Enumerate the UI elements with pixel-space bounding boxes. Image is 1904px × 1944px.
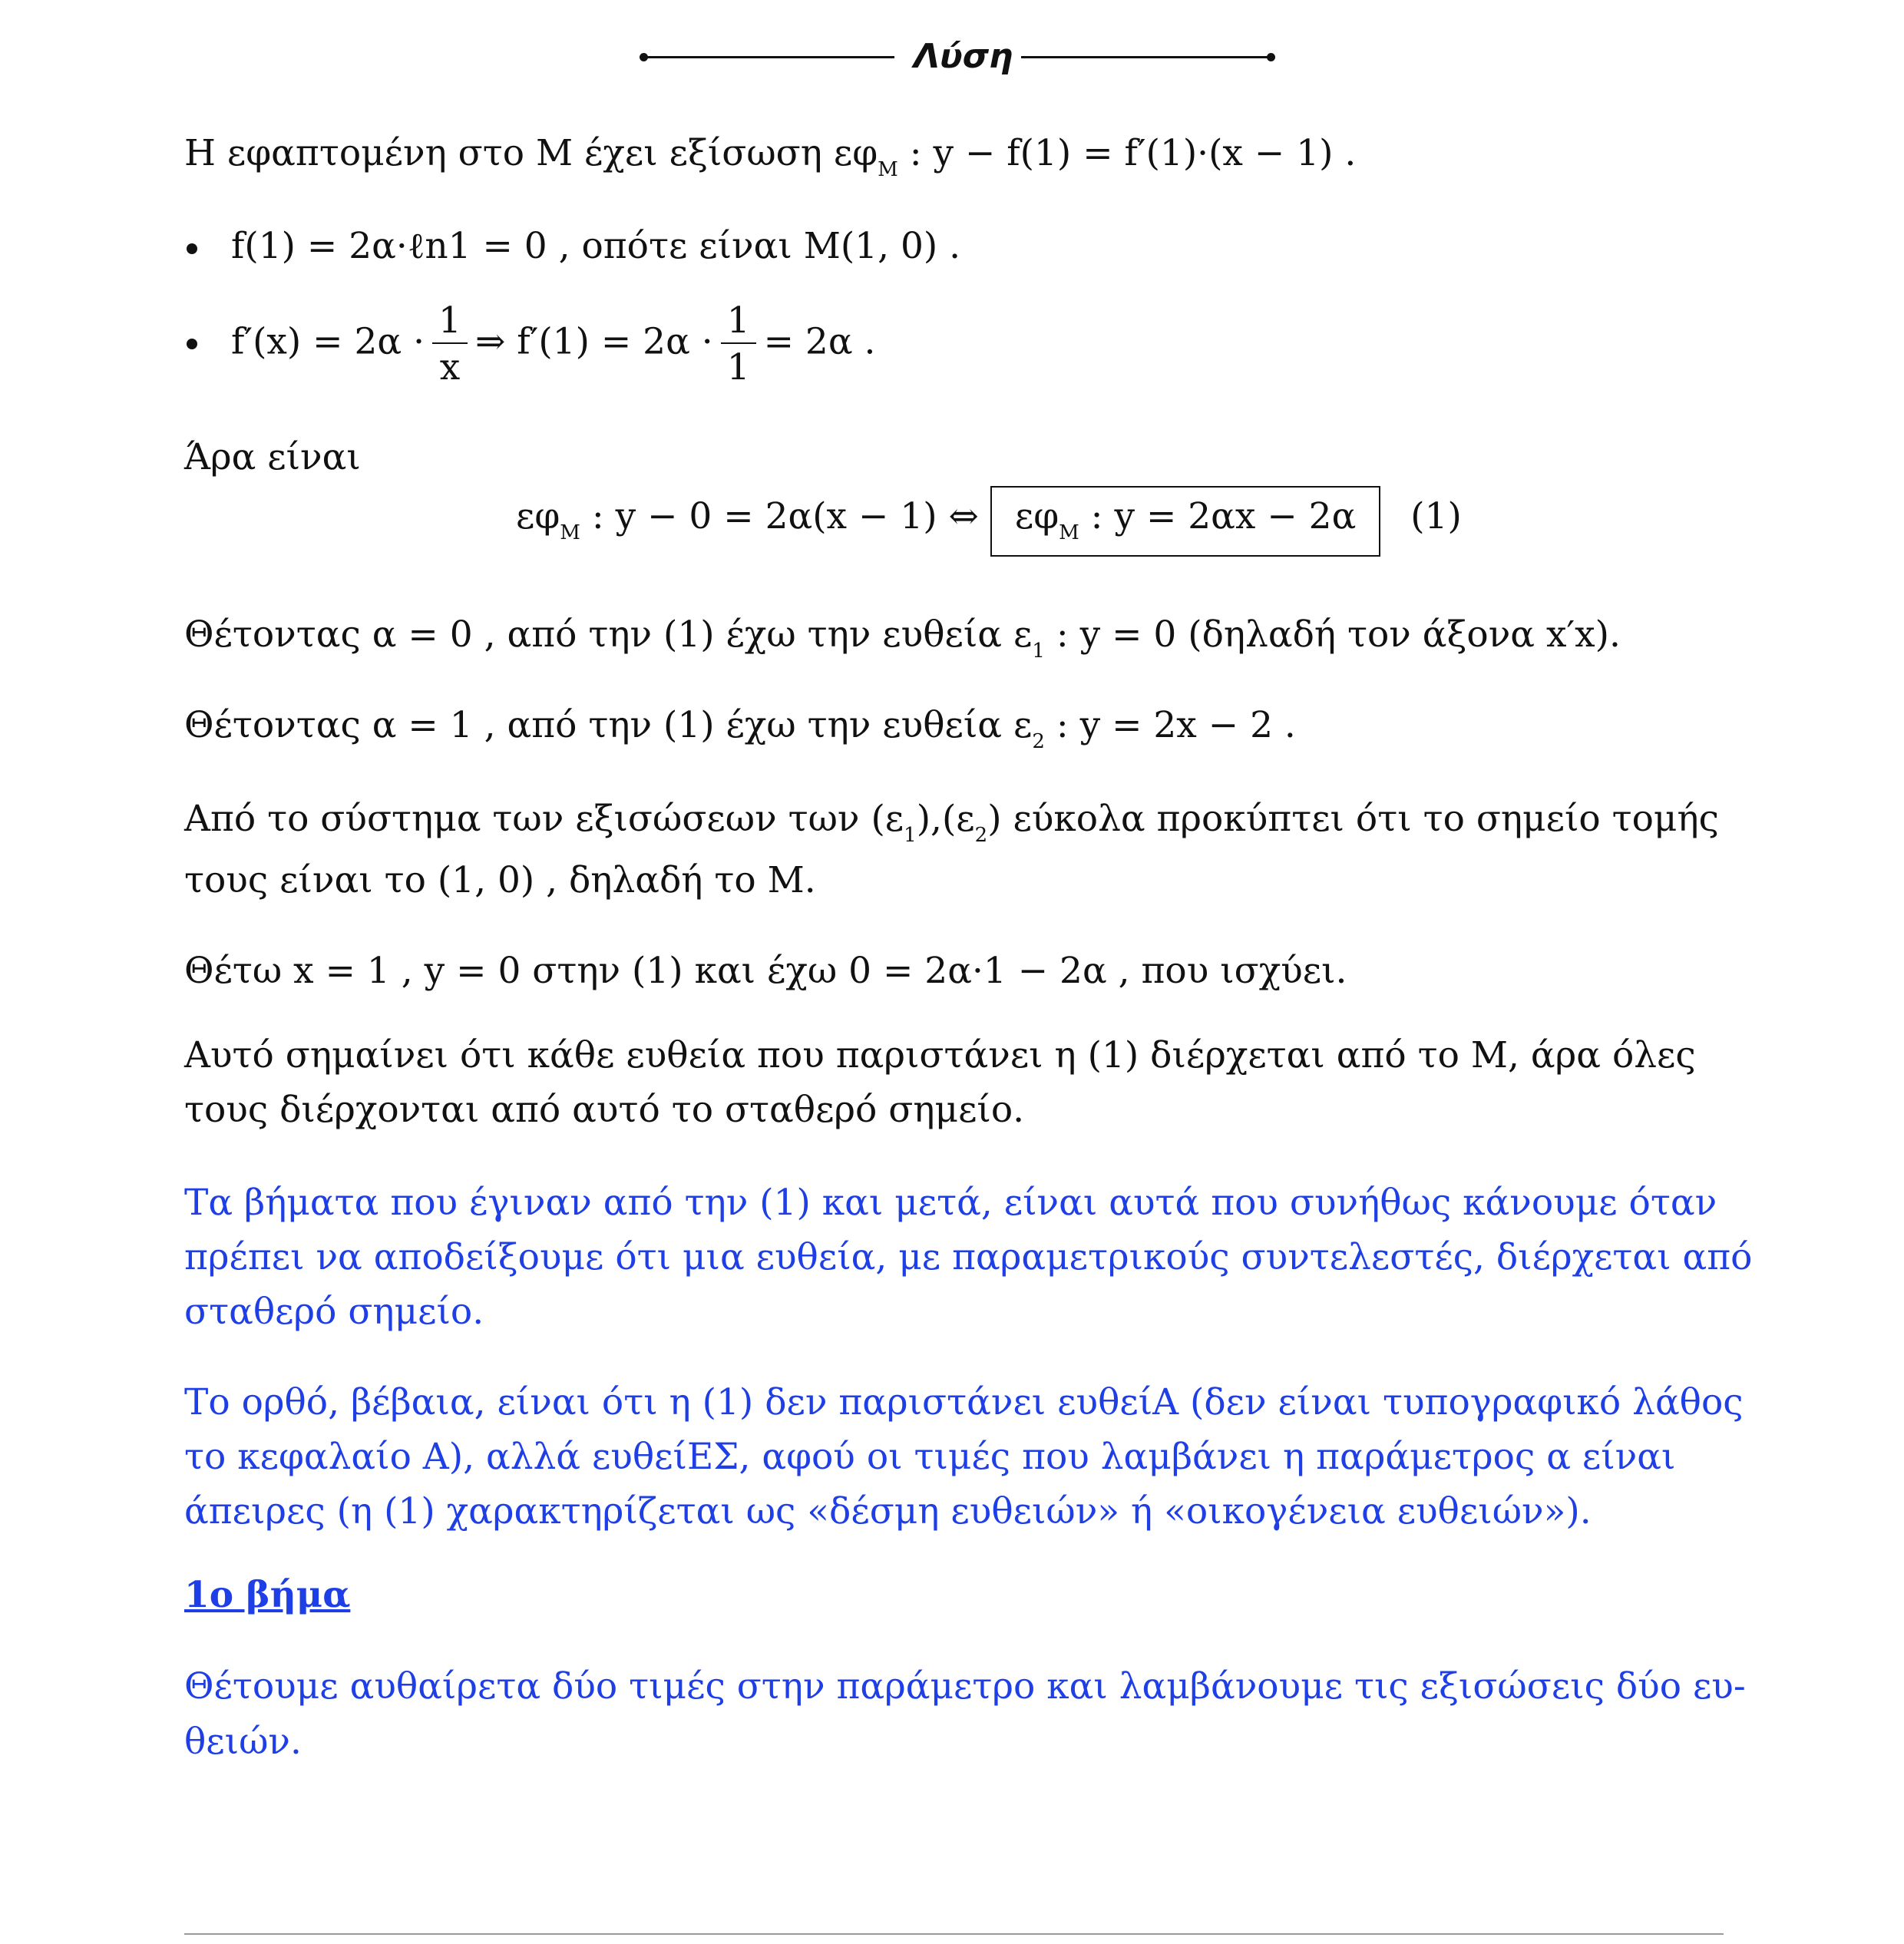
header-left-rule (645, 56, 894, 58)
note-paragraph-1-line-1: Τα βήματα που έγιναν από την (1) και μετά, είναι αυτά που συνήθως κάνουμε όταν (184, 1182, 1717, 1224)
boxed-equation: $\varepsilon\varphi_M$ : y = 2αx − 2α (990, 486, 1380, 557)
conclusion-line-2: τους διέρχονται από αυτό το σταθερό σημείο. (184, 1089, 1025, 1131)
case-alpha-zero: Θέτοντας α = 0 , από την (1) έχω την ευθεία $\varepsilon_1$ : y = 0 (δηλαδή τον άξονα x′x). (184, 613, 1621, 663)
footer-rule (184, 1933, 1724, 1935)
step-1-heading: 1ο βήμα (184, 1574, 351, 1616)
section-heading: Λύση (914, 37, 1013, 76)
tangent-equation: $\varepsilon\varphi_M$ : y − 0 = 2α(x − 1) ⇔ $\varepsilon\varphi_M$ : y = 2αx − 2α (1) (516, 486, 1462, 557)
fraction-1-over-x: $\frac{1}{x}$ (432, 302, 468, 387)
note-paragraph-2-line-1: Το ορθό, βέβαια, είναι ότι η (1) δεν παριστάνει ευθείΑ (δεν είναι τυπογραφικό λάθος (184, 1381, 1744, 1423)
note-paragraph-2-line-2: το κεφαλαίο Α), αλλά ευθείΕΣ, αφού οι τιμές που λαμβάνει η παράμετρος α είναι (184, 1436, 1676, 1478)
step-1-text-line-2: θειών. (184, 1721, 302, 1763)
fraction-1-over-1: $\frac{1}{1}$ (721, 302, 756, 387)
case-alpha-one: Θέτοντας α = 1 , από την (1) έχω την ευθεία $\varepsilon_2$ : y = 2x − 2 . (184, 704, 1296, 753)
bullet-icon (187, 339, 197, 349)
system-line-2: τους είναι το (1, 0) , δηλαδή το Μ. (184, 859, 816, 901)
note-paragraph-2-line-3: άπειρες (η (1) χαρακτηρίζεται ως «δέσμη ευθειών» ή «οικογένεια ευθειών»). (184, 1490, 1592, 1532)
equation-number: (1) (1410, 495, 1462, 537)
conclusion-line-1: Αυτό σημαίνει ότι κάθε ευθεία που παριστάνει η (1) διέρχεται από το Μ, άρα όλες (184, 1034, 1696, 1076)
bullet-item-f1: f(1) = 2α·ℓn1 = 0 , οπότε είναι Μ(1, 0) . (187, 228, 960, 264)
bullet-item-derivative: f′(x) = 2α · $\frac{1}{x}$ ⇒ f′(1) = 2α · $\frac{1}{1}$ = 2α . (187, 302, 875, 387)
note-paragraph-1-line-3: σταθερό σημείο. (184, 1291, 484, 1333)
header-right-dot (1267, 53, 1275, 61)
note-paragraph-1-line-2: πρέπει να αποδείξουμε ότι μια ευθεία, με παραμετρικούς συντελεστές, διέρχεται από (184, 1236, 1753, 1278)
system-line-1: Από το σύστημα των εξισώσεων των $(\varepsilon_1),(\varepsilon_2)$ εύκολα προκύπτει ότι το σημείο τομής (184, 798, 1719, 847)
substitution-line: Θέτω x = 1 , y = 0 στην (1) και έχω 0 = 2α·1 − 2α , που ισχύει. (184, 950, 1347, 992)
header-right-rule (1021, 56, 1271, 58)
bullet-icon (187, 243, 197, 254)
therefore-line: Άρα είναι (184, 436, 361, 478)
tangent-intro-line: Η εφαπτομένη στο Μ έχει εξίσωση $\varepsilon\varphi_M$ : y − f(1) = f′(1)·(x − 1) . (184, 132, 1357, 181)
step-1-text-line-1: Θέτουμε αυθαίρετα δύο τιμές στην παράμετρο και λαμβάνουμε τις εξισώσεις δύο ευ- (184, 1665, 1746, 1708)
